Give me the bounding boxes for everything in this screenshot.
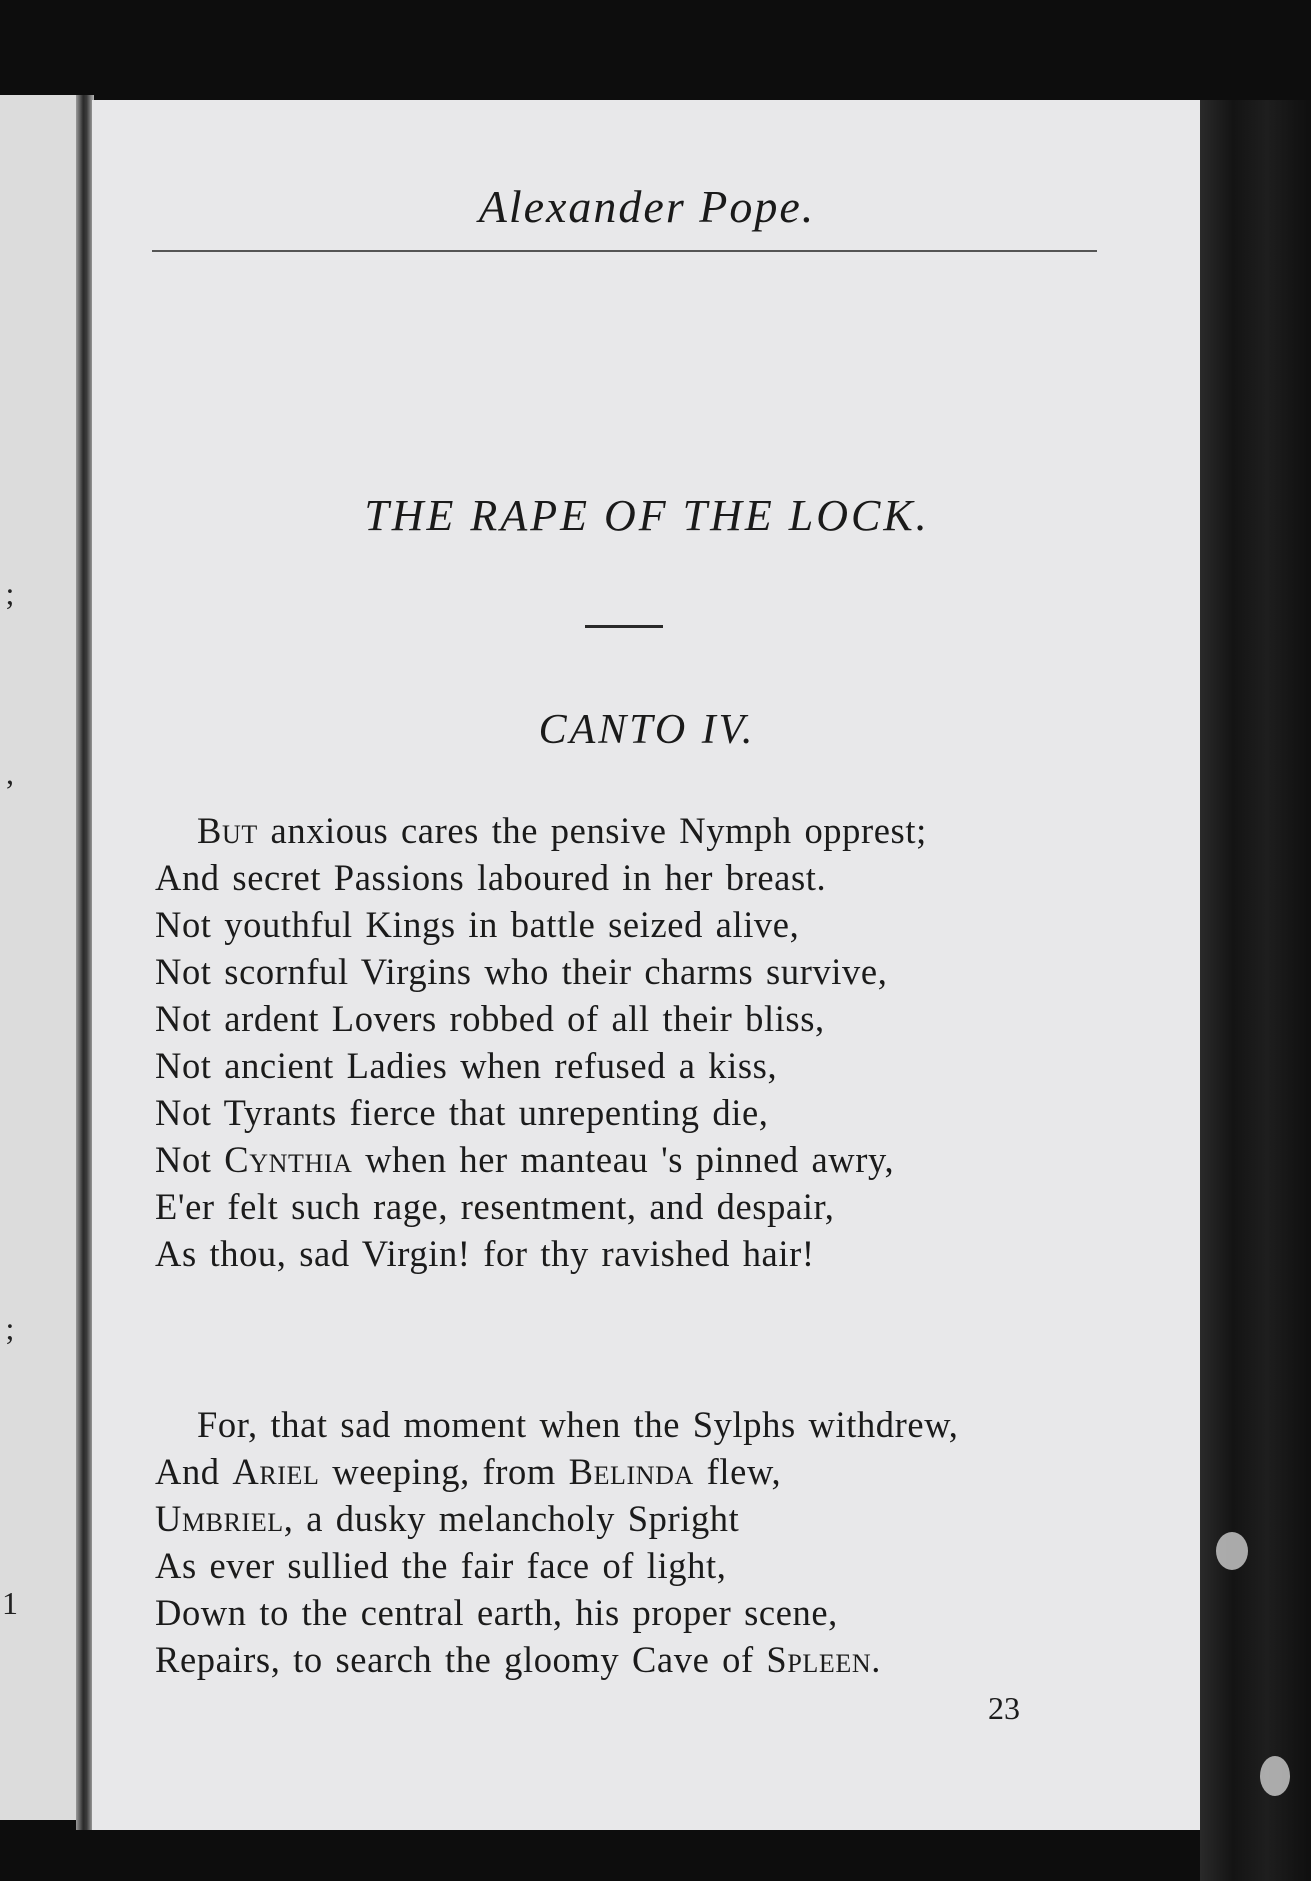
small-caps-name: Spleen — [766, 1639, 872, 1680]
line-text: Repairs, to search the gloomy Cave of — [155, 1639, 767, 1680]
line-text: And — [155, 1451, 233, 1492]
page-edge-binding — [1200, 100, 1311, 1881]
poem-line — [155, 807, 927, 854]
poem-line — [155, 1448, 959, 1495]
small-caps-name: Ariel — [232, 1451, 320, 1492]
poem-line — [155, 1230, 927, 1277]
poem-line — [155, 901, 927, 948]
poem-line — [155, 1042, 927, 1089]
page-number: 23 — [988, 1690, 1020, 1726]
line-text: flew, — [693, 1451, 782, 1492]
stanza — [155, 1401, 959, 1683]
small-caps-name: Cynthia — [224, 1139, 353, 1180]
line-text: As ever sullied the fair face of light, — [155, 1545, 727, 1586]
poem-line — [155, 1542, 959, 1589]
poem-line — [155, 1589, 959, 1636]
small-caps-name: Belinda — [568, 1451, 694, 1492]
poem-line — [155, 995, 927, 1042]
line-text: As thou, sad Virgin! for thy ravished hair! — [155, 1233, 815, 1274]
poem-line — [155, 1136, 927, 1183]
left-page-mark: 1 — [2, 1585, 18, 1621]
running-head: Alexander Pope. — [478, 181, 816, 232]
line-text: And secret Passions laboured in her breast. — [155, 857, 827, 898]
line-text: , a dusky melancholy Spright — [283, 1498, 740, 1539]
header-rule — [152, 250, 1097, 252]
line-text: E'er felt such rage, resentment, and despair, — [155, 1186, 835, 1227]
line-text: Not — [155, 1139, 225, 1180]
left-page-edge — [0, 95, 84, 1820]
poem-line — [155, 1636, 959, 1683]
line-text: Down to the central earth, his proper scene, — [155, 1592, 838, 1633]
line-text: . — [871, 1639, 881, 1680]
poem-line — [155, 1089, 927, 1136]
line-text: Not ardent Lovers robbed of all their bliss, — [155, 998, 825, 1039]
poem-line — [155, 854, 927, 901]
title-divider — [585, 625, 663, 628]
line-text: For, that sad moment when the Sylphs withdrew, — [197, 1404, 959, 1445]
poem-line — [155, 948, 927, 995]
line-text: Not youthful Kings in battle seized alive, — [155, 904, 800, 945]
stanza — [155, 807, 927, 1277]
canto-heading: CANTO IV. — [538, 707, 756, 753]
small-caps-name: Umbriel — [155, 1498, 284, 1539]
line-text: weeping, from — [319, 1451, 569, 1492]
paper-blemish — [1260, 1756, 1290, 1796]
line-text: Not scornful Virgins who their charms survive, — [155, 951, 888, 992]
poem-line — [155, 1183, 927, 1230]
left-page-mark: ; — [5, 1310, 15, 1346]
poem-line — [155, 1401, 959, 1448]
line-text: anxious cares the pensive Nymph opprest; — [257, 810, 927, 851]
line-text: Not ancient Ladies when refused a kiss, — [155, 1045, 778, 1086]
poem-title: THE RAPE OF THE LOCK. — [364, 491, 930, 540]
poem-line — [155, 1495, 959, 1542]
left-page-mark: ; — [5, 575, 15, 611]
small-caps-name: But — [197, 810, 258, 851]
line-text: when her manteau 's pinned awry, — [352, 1139, 895, 1180]
left-page-mark: , — [6, 755, 14, 791]
paper-blemish — [1216, 1532, 1248, 1570]
line-text: Not Tyrants fierce that unrepenting die, — [155, 1092, 769, 1133]
